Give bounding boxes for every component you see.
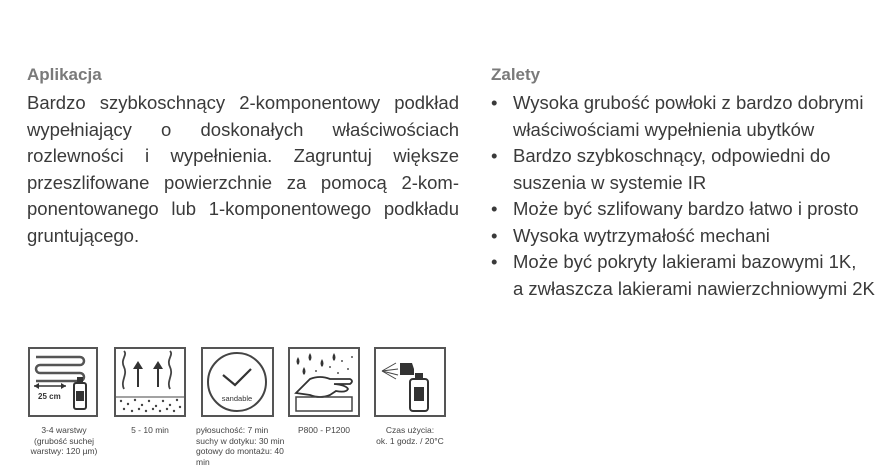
benefits-heading: Zalety — [491, 65, 541, 84]
benefit-item — [491, 223, 891, 250]
benefit-line: Może być szlifowany bardzo łatwo i prosto — [513, 198, 859, 219]
flash-off-caption — [114, 425, 186, 436]
benefit-item — [491, 249, 891, 302]
benefits-list — [491, 90, 891, 302]
application-line: Bardzo szybkoschnący 2-komponentowy podkład — [27, 92, 459, 113]
caption-line: 5 - 10 min — [131, 425, 169, 435]
caption-line: (grubość suchej — [33, 435, 94, 446]
pot-life-caption — [372, 425, 448, 446]
caption-line: 3-4 warstwy — [41, 425, 87, 435]
benefit-item — [491, 196, 891, 223]
distance-label: 25 cm — [38, 392, 61, 401]
application-section — [27, 64, 459, 249]
benefit-line: Wysoka grubość powłoki z bardzo dobrymi — [513, 92, 864, 113]
bullet-icon: • — [491, 92, 498, 113]
caption-line: suchy w dotyku: 30 min — [196, 435, 285, 446]
bullet-icon: • — [491, 145, 498, 166]
sanding-caption — [288, 425, 360, 436]
caption-line: P800 - P1200 — [298, 425, 350, 435]
benefit-line: Wysoka wytrzymałość mechani — [513, 224, 770, 246]
benefit-line: a zwłaszcza lakierami nawierzchniowymi 2K — [513, 277, 875, 299]
benefit-line: Bardzo szybkoschnący, odpowiedni do — [513, 145, 831, 166]
caption-line: ok. 1 godz. / 20°C — [376, 435, 444, 446]
application-line: gruntującego. — [27, 224, 140, 246]
benefit-item — [491, 90, 891, 143]
application-line: przeszlifowane powierzchnie za pomocą 2-kom- — [27, 171, 459, 193]
benefit-line: właściwościami wypełnienia ubytków — [513, 118, 815, 140]
benefits-section — [491, 64, 891, 302]
caption-line: warstwy: 120 µm) — [30, 446, 98, 456]
caption-line: pyłosuchość: 7 min — [196, 425, 269, 435]
pot-life-icon — [374, 347, 446, 417]
bullet-icon: • — [491, 251, 498, 272]
bullet-icon: • — [491, 198, 498, 219]
application-line: wypełniający o doskonałych właściwościach — [27, 118, 459, 140]
drying-caption — [196, 425, 296, 467]
clock-label: sandable — [221, 394, 253, 403]
application-text — [27, 90, 459, 249]
benefit-item — [491, 143, 891, 196]
spray-layers-icon — [28, 347, 98, 417]
caption-line: gotowy do montażu: 40 min — [196, 446, 284, 467]
bullet-icon: • — [491, 224, 498, 246]
application-heading: Aplikacja — [27, 65, 102, 84]
application-line: ponentowanego lub 1-komponentowego podkładu — [27, 198, 459, 219]
caption-line: Czas użycia: — [385, 425, 435, 435]
flash-off-icon — [114, 347, 186, 417]
wet-sanding-icon — [288, 347, 360, 417]
spray-caption — [26, 425, 102, 457]
drying-clock-icon — [201, 347, 274, 417]
benefit-line: Może być pokryty lakierami bazowymi 1K, — [513, 251, 857, 272]
benefit-line: suszenia w systemie IR — [513, 171, 707, 193]
application-line: rozlewności i wypełnienia. Zagruntuj większe — [27, 145, 459, 166]
